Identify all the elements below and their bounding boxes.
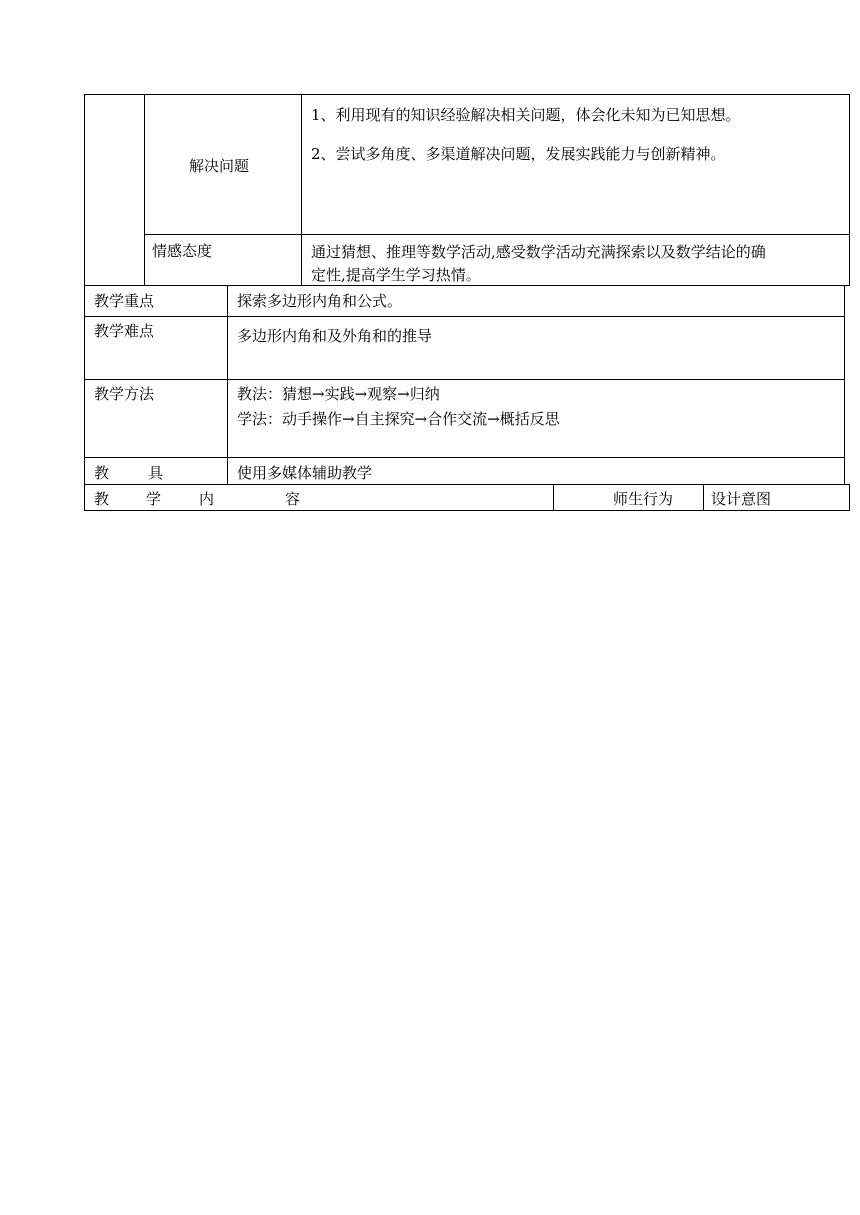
table-right-border-upper	[849, 94, 850, 285]
content-header-char-4: 容	[285, 490, 301, 508]
info-right-border	[844, 285, 845, 485]
objectives-inner-left	[144, 94, 145, 285]
content-header-char-2: 学	[146, 490, 162, 508]
attitude-label: 情感态度	[152, 242, 213, 260]
tools-label-char-2: 具	[148, 464, 164, 482]
difficulty-value: 多边形内角和及外角和的推导	[237, 327, 433, 345]
content-header-char-1: 教	[94, 490, 110, 508]
tools-label-char-1: 教	[94, 464, 110, 482]
solve-problems-point-2: 2、尝试多角度、多渠道解决问题，发展实践能力与创新精神。	[311, 145, 726, 163]
content-header-right	[849, 484, 850, 511]
method-teaching: 教法：猜想→实践→观察→归纳	[237, 385, 440, 403]
info-row-divider-3	[84, 457, 844, 458]
info-row-divider-1	[84, 316, 844, 317]
objectives-divider	[301, 94, 302, 285]
table-top-border	[84, 94, 850, 95]
solve-problems-label: 解决问题	[189, 157, 250, 175]
attitude-text-line-2: 定性,提高学生学习热情。	[311, 266, 481, 284]
content-header-top	[84, 484, 850, 485]
key-point-label: 教学重点	[94, 292, 155, 310]
tools-value: 使用多媒体辅助教学	[237, 464, 373, 482]
method-learning: 学法：动手操作→自主探究→合作交流→概括反思	[237, 410, 560, 428]
solve-problems-point-1: 1、利用现有的知识经验解决相关问题，体会化未知为已知思想。	[311, 106, 741, 124]
content-header-divider-1	[553, 484, 554, 511]
design-intent-header: 设计意图	[711, 490, 772, 508]
content-header-char-3: 内	[199, 490, 215, 508]
attitude-text-line-1: 通过猜想、推理等数学活动,感受数学活动充满探索以及数学结论的确	[311, 243, 766, 261]
table-bottom-border	[84, 510, 850, 511]
info-label-divider	[227, 285, 228, 485]
content-header-divider-2	[703, 484, 704, 511]
key-point-value: 探索多边形内角和公式。	[237, 292, 403, 310]
objectives-row-divider	[144, 234, 850, 235]
table-left-border	[84, 94, 85, 511]
info-row-divider-2	[84, 379, 844, 380]
method-label: 教学方法	[94, 385, 155, 403]
teacher-student-header: 师生行为	[613, 490, 674, 508]
difficulty-label: 教学难点	[94, 322, 155, 340]
